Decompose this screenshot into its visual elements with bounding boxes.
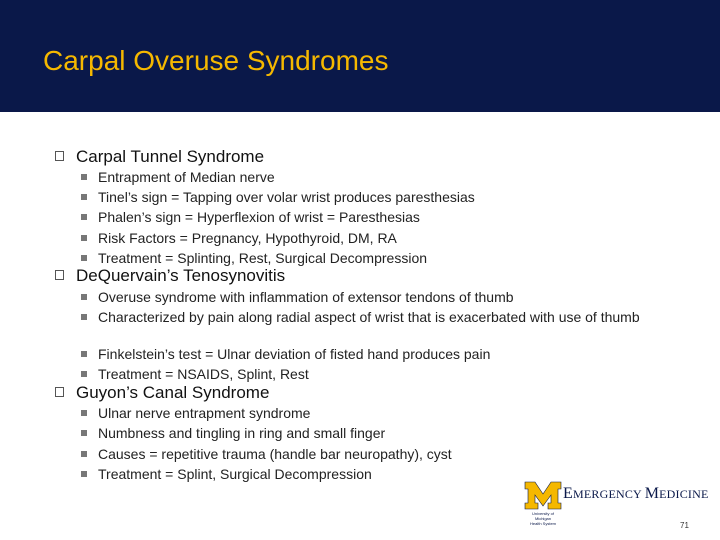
slide-title: Carpal Overuse Syndromes [43, 45, 389, 76]
logo-subtitle: University of Michigan Health System [529, 511, 556, 526]
square-bullet-icon [81, 351, 87, 357]
checkbox-bullet-icon [55, 387, 64, 397]
square-bullet-icon [81, 214, 87, 220]
square-bullet-icon [81, 235, 87, 241]
page-number: 71 [680, 521, 689, 530]
square-bullet-icon [81, 430, 87, 436]
square-bullet-icon [81, 314, 87, 320]
title-bar [0, 0, 720, 112]
square-bullet-icon [81, 471, 87, 477]
square-bullet-icon [81, 194, 87, 200]
square-bullet-icon [81, 174, 87, 180]
square-bullet-icon [81, 410, 87, 416]
square-bullet-icon [81, 255, 87, 261]
logo-wordmark: EMERGENCY MEDICINE [563, 485, 709, 502]
checkbox-bullet-icon [55, 151, 64, 161]
square-bullet-icon [81, 451, 87, 457]
square-bullet-icon [81, 371, 87, 377]
checkbox-bullet-icon [55, 270, 64, 280]
square-bullet-icon [81, 294, 87, 300]
